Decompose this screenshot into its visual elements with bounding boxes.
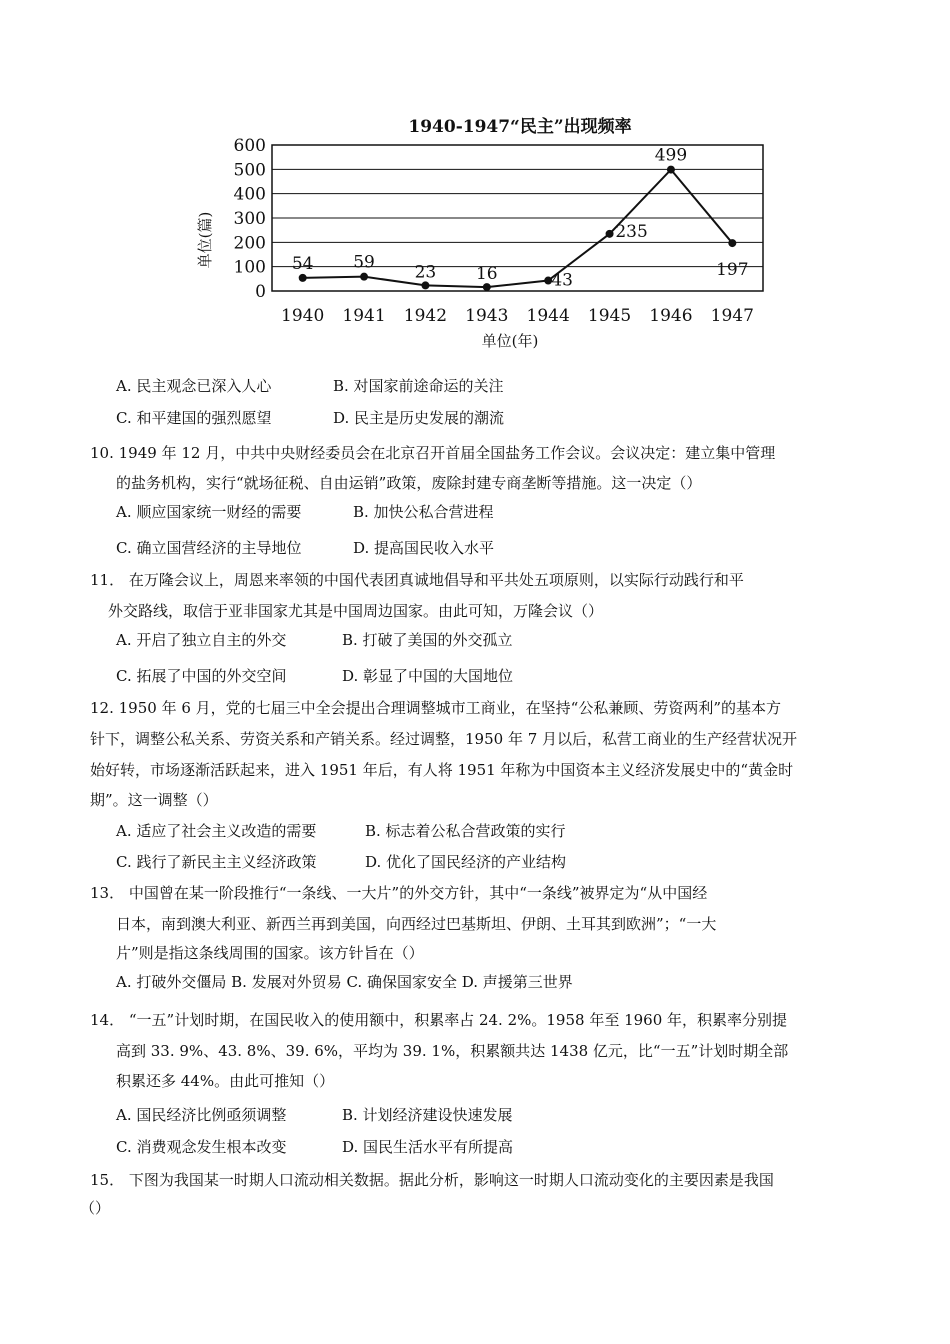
- x-tick-label: 1941: [342, 306, 386, 326]
- data-point: [728, 239, 736, 247]
- q10-option-a: A. 顺应国家统一财经的需要: [116, 503, 302, 521]
- data-label: 499: [654, 145, 688, 166]
- x-tick-label: 1942: [403, 306, 448, 326]
- x-tick-label: 1944: [526, 306, 570, 326]
- q15-stem-line2: （）: [80, 1199, 111, 1217]
- data-point: [667, 166, 675, 174]
- q9-option-d: D. 民主是历史发展的潮流: [333, 409, 505, 427]
- x-tick-label: 1947: [710, 306, 754, 326]
- q10-option-d: D. 提高国民收入水平: [353, 539, 495, 557]
- q12-option-d: D. 优化了国民经济的产业结构: [365, 853, 567, 871]
- q11-stem-line1: 11． 在万隆会议上，周恩来率领的中国代表团真诚地倡导和平共处五项原则，以实际行动践行和平: [90, 571, 744, 589]
- q15-stem-line1: 15． 下图为我国某一时期人口流动相关数据。据此分析，影响这一时期人口流动变化的主要因素是我国: [90, 1171, 774, 1189]
- q10-option-b: B. 加快公私合营进程: [353, 503, 494, 521]
- data-label: 59: [353, 252, 375, 273]
- q11-option-b: B. 打破了美国的外交孤立: [342, 631, 513, 649]
- q14-stem-line1: 14． “一五”计划时期，在国民收入的使用额中，积累率占 24. 2%。1958 年至 1960 年，积累率分别提: [90, 1011, 788, 1029]
- y-tick-label: 500: [233, 160, 266, 181]
- q10-option-c: C. 确立国营经济的主导地位: [116, 539, 302, 557]
- x-axis-label: 单位(年): [481, 332, 539, 350]
- q12-option-a: A. 适应了社会主义改造的需要: [116, 822, 317, 840]
- data-point: [421, 281, 429, 289]
- frequency-line-chart: [180, 108, 780, 358]
- data-label: 16: [475, 264, 498, 285]
- q14-stem-line2: 高到 33. 9%、43. 8%、39. 6%，平均为 39. 1%，积累额共达 1438 亿元，比“一五”计划时期全部: [116, 1042, 789, 1060]
- data-label: 235: [615, 221, 648, 242]
- q12-stem-line4: 期”。这一调整（）: [90, 791, 218, 809]
- q14-option-a: A. 国民经济比例亟须调整: [116, 1106, 287, 1124]
- y-tick-label: 0: [255, 282, 266, 302]
- data-point: [299, 274, 307, 282]
- q12-option-b: B. 标志着公私合营政策的实行: [365, 822, 566, 840]
- q10-stem-line2: 的盐务机构，实行“就场征税、自由运销”政策，废除封建专商垄断等措施。这一决定（）: [116, 474, 702, 492]
- y-tick-label: 400: [233, 184, 266, 205]
- q14-option-b: B. 计划经济建设快速发展: [342, 1106, 513, 1124]
- q12-option-c: C. 践行了新民主主义经济政策: [116, 853, 317, 871]
- q14-option-d: D. 国民生活水平有所提高: [342, 1138, 514, 1156]
- x-tick-label: 1946: [649, 306, 693, 326]
- y-tick-label: 600: [233, 136, 266, 156]
- q13-options: A. 打破外交僵局 B. 发展对外贸易 C. 确保国家安全 D. 声援第三世界: [116, 973, 573, 991]
- q14-option-c: C. 消费观念发生根本改变: [116, 1138, 287, 1156]
- q11-stem-line2: 外交路线，取信于亚非国家尤其是中国周边国家。由此可知，万隆会议（）: [108, 602, 604, 620]
- q11-option-c: C. 拓展了中国的外交空间: [116, 667, 287, 685]
- data-label: 23: [414, 262, 437, 283]
- data-point: [360, 273, 368, 281]
- q11-option-a: A. 开启了独立自主的外交: [116, 631, 287, 649]
- q12-stem-line2: 针下，调整公私关系、劳资关系和产销关系。经过调整，1950 年 7 月以后，私营工商业的生产经营状况开: [90, 730, 798, 748]
- data-label: 54: [291, 253, 314, 274]
- q14-stem-line3: 积累还多 44%。由此可推知（）: [116, 1072, 335, 1090]
- data-label: 43: [551, 270, 574, 291]
- x-tick-label: 1943: [465, 306, 509, 326]
- q9-option-c: C. 和平建国的强烈愿望: [116, 409, 272, 427]
- q9-option-a: A. 民主观念已深入人心: [116, 377, 272, 395]
- chart-title: 1940-1947“民主”出现频率: [408, 117, 632, 137]
- q13-stem-line2: 日本，南到澳大利亚、新西兰再到美国，向西经过巴基斯坦、伊朗、土耳其到欧洲”；“一大: [116, 915, 717, 933]
- y-tick-label: 100: [233, 257, 266, 278]
- y-axis-label: 单位(篇): [196, 211, 214, 269]
- q11-option-d: D. 彰显了中国的大国地位: [342, 667, 514, 685]
- data-label: 197: [716, 260, 749, 281]
- q13-stem-line1: 13． 中国曾在某一阶段推行“一条线、一大片”的外交方针，其中“一条线”被界定为“从中国经: [90, 884, 708, 902]
- q12-stem-line1: 12. 1950 年 6 月，党的七届三中全会提出合理调整城市工商业，在坚持“公私兼顾、劳资两利”的基本方: [90, 699, 781, 717]
- q10-stem-line1: 10. 1949 年 12 月，中共中央财经委员会在北京召开首届全国盐务工作会议。会议决定：建立集中管理: [90, 444, 776, 462]
- data-point: [606, 230, 614, 238]
- y-tick-label: 300: [233, 209, 266, 229]
- x-tick-label: 1945: [587, 306, 632, 326]
- q13-stem-line3: 片”则是指这条线周围的国家。该方针旨在（）: [116, 944, 424, 962]
- q12-stem-line3: 始好转，市场逐渐活跃起来，进入 1951 年后，有人将 1951 年称为中国资本主义经济发展史中的“黄金时: [90, 761, 794, 779]
- x-tick-label: 1940: [281, 306, 325, 326]
- q9-option-b: B. 对国家前途命运的关注: [333, 377, 504, 395]
- y-tick-label: 200: [233, 233, 266, 254]
- data-point: [483, 283, 491, 291]
